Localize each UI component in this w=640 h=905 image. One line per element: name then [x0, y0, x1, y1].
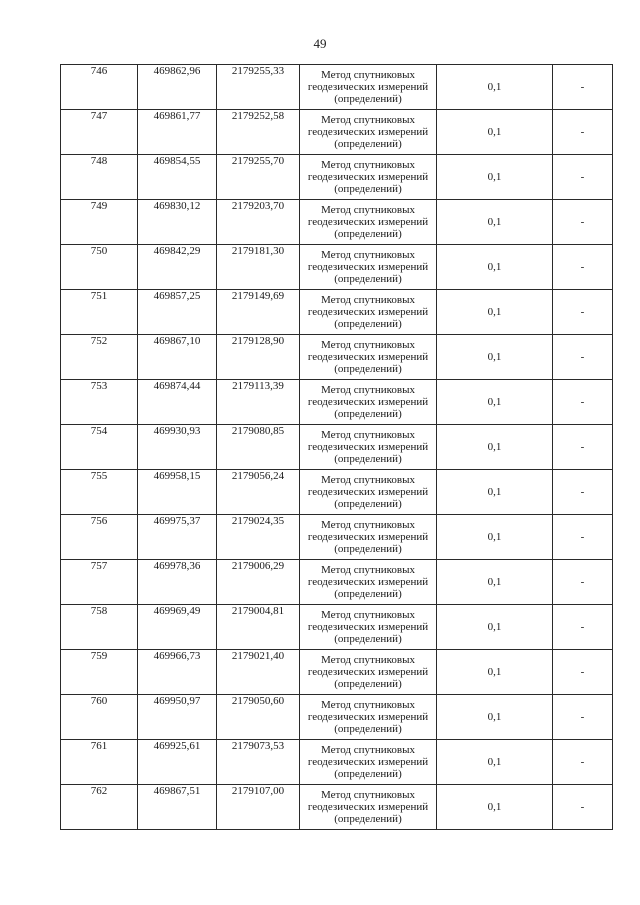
method-line: Метод спутниковых [321, 699, 415, 711]
y-coordinate-cell: 2179149,69 [217, 290, 300, 335]
accuracy-cell: 0,1 [437, 515, 553, 560]
x-coordinate-cell: 469857,25 [138, 290, 217, 335]
method-line: геодезических измерений [307, 621, 429, 633]
accuracy-cell: 0,1 [437, 650, 553, 695]
accuracy-cell: 0,1 [437, 605, 553, 650]
note-cell: - [553, 785, 613, 830]
accuracy-cell: 0,1 [437, 740, 553, 785]
coordinates-table-body [61, 65, 613, 830]
note-cell: - [553, 425, 613, 470]
method-line: геодезических измерений [307, 216, 429, 228]
method-line: (определений) [334, 408, 402, 420]
method-line: Метод спутниковых [321, 609, 415, 621]
accuracy-cell: 0,1 [437, 110, 553, 155]
x-coordinate-cell: 469830,12 [138, 200, 217, 245]
table-row [61, 65, 613, 110]
point-number-cell: 760 [61, 695, 138, 740]
method-cell [300, 290, 437, 335]
y-coordinate-cell: 2179181,30 [217, 245, 300, 290]
method-cell [300, 110, 437, 155]
method-line: (определений) [334, 678, 402, 690]
method-line: Метод спутниковых [321, 789, 415, 801]
point-number-cell: 753 [61, 380, 138, 425]
y-coordinate-cell: 2179006,29 [217, 560, 300, 605]
point-number-cell: 752 [61, 335, 138, 380]
y-coordinate-cell: 2179073,53 [217, 740, 300, 785]
method-cell [300, 785, 437, 830]
method-line: Метод спутниковых [321, 294, 415, 306]
table-row [61, 470, 613, 515]
method-line: Метод спутниковых [321, 429, 415, 441]
method-line: геодезических измерений [307, 756, 429, 768]
method-line: Метод спутниковых [321, 249, 415, 261]
method-line: геодезических измерений [307, 531, 429, 543]
table-row [61, 785, 613, 830]
point-number-cell: 749 [61, 200, 138, 245]
y-coordinate-cell: 2179255,33 [217, 65, 300, 110]
method-line: Метод спутниковых [321, 564, 415, 576]
method-cell [300, 425, 437, 470]
note-cell: - [553, 200, 613, 245]
table-row [61, 245, 613, 290]
accuracy-cell: 0,1 [437, 425, 553, 470]
point-number-cell: 748 [61, 155, 138, 200]
method-cell [300, 380, 437, 425]
method-line: (определений) [334, 813, 402, 825]
note-cell: - [553, 650, 613, 695]
note-cell: - [553, 740, 613, 785]
method-line: Метод спутниковых [321, 339, 415, 351]
y-coordinate-cell: 2179056,24 [217, 470, 300, 515]
note-cell: - [553, 245, 613, 290]
method-line: геодезических измерений [307, 126, 429, 138]
x-coordinate-cell: 469854,55 [138, 155, 217, 200]
method-line: (определений) [334, 768, 402, 780]
method-line: геодезических измерений [307, 801, 429, 813]
point-number-cell: 751 [61, 290, 138, 335]
y-coordinate-cell: 2179004,81 [217, 605, 300, 650]
note-cell: - [553, 515, 613, 560]
method-line: (определений) [334, 453, 402, 465]
x-coordinate-cell: 469925,61 [138, 740, 217, 785]
table-row [61, 605, 613, 650]
method-line: Метод спутниковых [321, 159, 415, 171]
method-line: геодезических измерений [307, 576, 429, 588]
x-coordinate-cell: 469842,29 [138, 245, 217, 290]
y-coordinate-cell: 2179050,60 [217, 695, 300, 740]
y-coordinate-cell: 2179203,70 [217, 200, 300, 245]
method-line: (определений) [334, 633, 402, 645]
method-cell [300, 515, 437, 560]
table-row [61, 200, 613, 245]
accuracy-cell: 0,1 [437, 335, 553, 380]
note-cell: - [553, 65, 613, 110]
accuracy-cell: 0,1 [437, 785, 553, 830]
table-row [61, 695, 613, 740]
method-line: Метод спутниковых [321, 69, 415, 81]
method-cell [300, 650, 437, 695]
note-cell: - [553, 605, 613, 650]
table-row [61, 560, 613, 605]
method-cell [300, 470, 437, 515]
accuracy-cell: 0,1 [437, 200, 553, 245]
method-cell [300, 605, 437, 650]
table-row [61, 515, 613, 560]
point-number-cell: 756 [61, 515, 138, 560]
note-cell: - [553, 695, 613, 740]
y-coordinate-cell: 2179080,85 [217, 425, 300, 470]
method-cell [300, 65, 437, 110]
accuracy-cell: 0,1 [437, 155, 553, 200]
x-coordinate-cell: 469975,37 [138, 515, 217, 560]
x-coordinate-cell: 469862,96 [138, 65, 217, 110]
method-line: Метод спутниковых [321, 519, 415, 531]
method-line: (определений) [334, 363, 402, 375]
accuracy-cell: 0,1 [437, 245, 553, 290]
method-line: геодезических измерений [307, 261, 429, 273]
method-line: геодезических измерений [307, 711, 429, 723]
point-number-cell: 755 [61, 470, 138, 515]
table-row [61, 650, 613, 695]
point-number-cell: 754 [61, 425, 138, 470]
point-number-cell: 750 [61, 245, 138, 290]
accuracy-cell: 0,1 [437, 470, 553, 515]
method-line: Метод спутниковых [321, 384, 415, 396]
method-cell [300, 335, 437, 380]
note-cell: - [553, 155, 613, 200]
table-row [61, 335, 613, 380]
table-row [61, 110, 613, 155]
note-cell: - [553, 560, 613, 605]
y-coordinate-cell: 2179021,40 [217, 650, 300, 695]
method-line: (определений) [334, 318, 402, 330]
x-coordinate-cell: 469978,36 [138, 560, 217, 605]
point-number-cell: 758 [61, 605, 138, 650]
x-coordinate-cell: 469867,51 [138, 785, 217, 830]
method-line: геодезических измерений [307, 171, 429, 183]
method-line: (определений) [334, 588, 402, 600]
method-line: Метод спутниковых [321, 474, 415, 486]
x-coordinate-cell: 469874,44 [138, 380, 217, 425]
method-line: (определений) [334, 93, 402, 105]
y-coordinate-cell: 2179255,70 [217, 155, 300, 200]
method-line: геодезических измерений [307, 396, 429, 408]
accuracy-cell: 0,1 [437, 695, 553, 740]
point-number-cell: 761 [61, 740, 138, 785]
method-line: Метод спутниковых [321, 204, 415, 216]
note-cell: - [553, 335, 613, 380]
y-coordinate-cell: 2179252,58 [217, 110, 300, 155]
y-coordinate-cell: 2179113,39 [217, 380, 300, 425]
coordinates-table [60, 64, 613, 830]
note-cell: - [553, 290, 613, 335]
x-coordinate-cell: 469969,49 [138, 605, 217, 650]
x-coordinate-cell: 469861,77 [138, 110, 217, 155]
method-cell [300, 155, 437, 200]
x-coordinate-cell: 469950,97 [138, 695, 217, 740]
point-number-cell: 757 [61, 560, 138, 605]
method-cell [300, 560, 437, 605]
table-row [61, 425, 613, 470]
page-number: 49 [313, 36, 327, 51]
method-line: геодезических измерений [307, 306, 429, 318]
method-line: (определений) [334, 138, 402, 150]
note-cell: - [553, 110, 613, 155]
accuracy-cell: 0,1 [437, 560, 553, 605]
method-line: Метод спутниковых [321, 744, 415, 756]
method-line: геодезических измерений [307, 441, 429, 453]
point-number-cell: 759 [61, 650, 138, 695]
table-row [61, 380, 613, 425]
y-coordinate-cell: 2179128,90 [217, 335, 300, 380]
method-line: (определений) [334, 723, 402, 735]
table-row [61, 155, 613, 200]
table-row [61, 290, 613, 335]
method-line: (определений) [334, 228, 402, 240]
x-coordinate-cell: 469867,10 [138, 335, 217, 380]
method-cell [300, 695, 437, 740]
point-number-cell: 747 [61, 110, 138, 155]
point-number-cell: 746 [61, 65, 138, 110]
method-line: геодезических измерений [307, 486, 429, 498]
method-line: геодезических измерений [307, 351, 429, 363]
y-coordinate-cell: 2179107,00 [217, 785, 300, 830]
x-coordinate-cell: 469966,73 [138, 650, 217, 695]
method-line: (определений) [334, 543, 402, 555]
method-line: Метод спутниковых [321, 114, 415, 126]
note-cell: - [553, 380, 613, 425]
x-coordinate-cell: 469930,93 [138, 425, 217, 470]
method-line: (определений) [334, 183, 402, 195]
method-line: (определений) [334, 273, 402, 285]
x-coordinate-cell: 469958,15 [138, 470, 217, 515]
y-coordinate-cell: 2179024,35 [217, 515, 300, 560]
method-cell [300, 245, 437, 290]
accuracy-cell: 0,1 [437, 380, 553, 425]
method-line: (определений) [334, 498, 402, 510]
table-row [61, 740, 613, 785]
method-cell [300, 200, 437, 245]
point-number-cell: 762 [61, 785, 138, 830]
note-cell: - [553, 470, 613, 515]
method-cell [300, 740, 437, 785]
method-line: Метод спутниковых [321, 654, 415, 666]
accuracy-cell: 0,1 [437, 290, 553, 335]
method-line: геодезических измерений [307, 81, 429, 93]
accuracy-cell: 0,1 [437, 65, 553, 110]
method-line: геодезических измерений [307, 666, 429, 678]
